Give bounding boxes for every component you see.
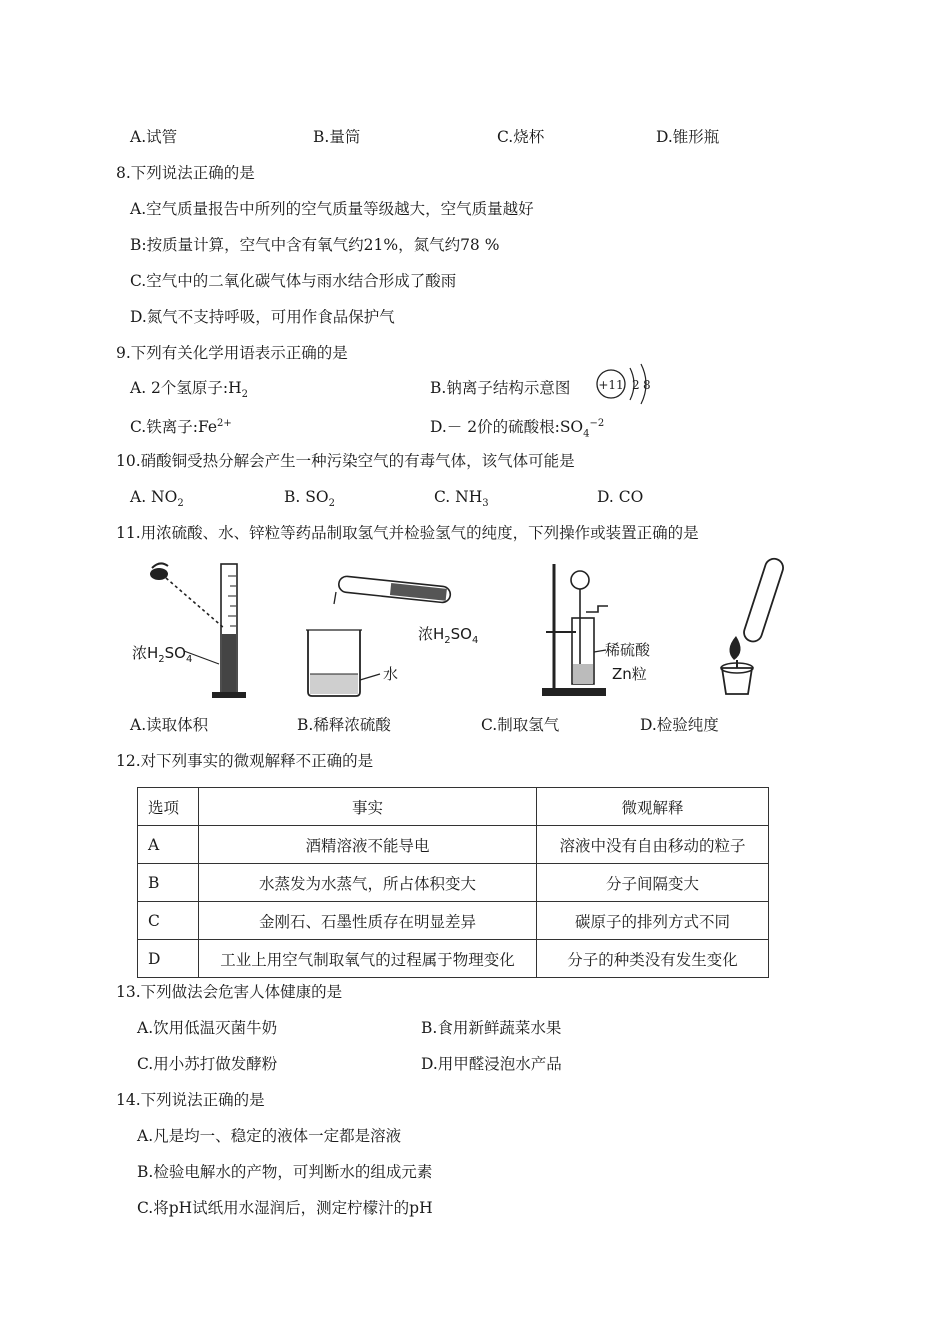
table-cell: 水蒸发为水蒸气，所占体积变大 xyxy=(199,864,537,902)
q9-option-c xyxy=(130,414,232,437)
q9-a-text: A. 2个氢原子:H xyxy=(130,379,242,397)
q12-table xyxy=(137,787,769,978)
fig-a-sub2: 2 xyxy=(158,654,165,665)
fig-b-acid-label xyxy=(418,624,478,651)
q7-option-b: B.量筒 xyxy=(313,128,361,146)
q7-option-c: C.烧杯 xyxy=(497,128,545,146)
shell-1-count: 2 xyxy=(632,378,640,392)
fig-b-acid-text: 浓H xyxy=(418,625,445,643)
fig-a-sub4: 4 xyxy=(185,654,193,665)
table-header: 事实 xyxy=(199,788,537,826)
q8-option-d: D.氮气不支持呼吸，可用作食品保护气 xyxy=(130,308,395,326)
table-header: 微观解释 xyxy=(537,788,769,826)
fig-a-so: SO xyxy=(164,644,186,662)
q13-option-a: A.饮用低温灭菌牛奶 xyxy=(137,1019,278,1037)
table-cell: 碳原子的排列方式不同 xyxy=(537,902,769,940)
q9-option-a xyxy=(130,378,248,405)
q10-option-b xyxy=(284,487,335,514)
table-cell: B xyxy=(138,864,199,902)
table-row xyxy=(138,826,769,864)
table-cell: 工业上用空气制取氧气的过程属于物理变化 xyxy=(199,940,537,978)
q10-b-text: B. SO xyxy=(284,488,329,506)
q11-option-c: C.制取氢气 xyxy=(481,716,560,734)
fig-c-dilute-acid-label: 稀硫酸 xyxy=(605,641,651,659)
nucleus-label: +11 xyxy=(598,378,624,392)
q9-a-sub: 2 xyxy=(241,389,249,401)
q13-option-d: D.用甲醛浸泡水产品 xyxy=(421,1055,562,1073)
figure-c-hydrogen-generator xyxy=(536,558,616,700)
q10-a-sub: 2 xyxy=(177,498,184,510)
q10-option-d: D. CO xyxy=(597,488,644,506)
q10-a-text: A. NO xyxy=(130,488,178,506)
fig-b-sub2: 2 xyxy=(444,635,451,646)
q11-option-a: A.读取体积 xyxy=(130,716,209,734)
shell-2-count: 8 xyxy=(643,378,651,392)
q12-stem: 12.对下列事实的微观解释不正确的是 xyxy=(116,752,374,770)
fig-c-zinc-label: Zn粒 xyxy=(612,665,647,683)
q10-c-sub: 3 xyxy=(482,498,489,510)
q9-c-text: C.铁离子:Fe xyxy=(130,418,218,437)
fig-a-acid-text: 浓H xyxy=(132,644,159,662)
table-cell: A xyxy=(138,826,199,864)
table-cell: 溶液中没有自由移动的粒子 xyxy=(537,826,769,864)
q9-d-sup: −2 xyxy=(589,418,605,429)
fig-a-label xyxy=(132,643,192,670)
q11-option-d: D.检验纯度 xyxy=(640,716,719,734)
q14-option-a: A.凡是均一、稳定的液体一定都是溶液 xyxy=(137,1127,402,1145)
table-cell: 酒精溶液不能导电 xyxy=(199,826,537,864)
q9-b-text: B.钠离子结构示意图 xyxy=(430,379,571,397)
q9-c-sup: 2+ xyxy=(217,418,232,429)
q11-option-b: B.稀释浓硫酸 xyxy=(297,716,391,734)
q8-stem: 8.下列说法正确的是 xyxy=(116,164,255,182)
q10-b-sub: 2 xyxy=(328,498,335,510)
q10-c-text: C. NH xyxy=(434,488,483,506)
table-row xyxy=(138,902,769,940)
table-cell: 分子的种类没有发生变化 xyxy=(537,940,769,978)
table-cell: D xyxy=(138,940,199,978)
table-cell: 金刚石、石墨性质存在明显差异 xyxy=(199,902,537,940)
table-cell: 分子间隔变大 xyxy=(537,864,769,902)
q13-option-b: B.食用新鲜蔬菜水果 xyxy=(421,1019,562,1037)
q14-stem: 14.下列说法正确的是 xyxy=(116,1091,265,1109)
q11-stem: 11.用浓硫酸、水、锌粒等药品制取氢气并检验氢气的纯度，下列操作或装置正确的是 xyxy=(116,524,699,542)
fig-b-so: SO xyxy=(450,625,472,643)
eye-icon xyxy=(150,568,168,580)
q7-option-a: A.试管 xyxy=(130,128,178,146)
q8-option-b: B:按质量计算，空气中含有氧气约21%，氮气约78 % xyxy=(130,236,500,254)
q9-option-d xyxy=(430,414,604,444)
q13-option-c: C.用小苏打做发酵粉 xyxy=(137,1055,278,1073)
q14-option-b: B.检验电解水的产物，可判断水的组成元素 xyxy=(137,1163,433,1181)
fig-b-sub4: 4 xyxy=(471,635,479,646)
q7-option-d: D.锥形瓶 xyxy=(656,128,720,146)
q13-stem: 13.下列做法会危害人体健康的是 xyxy=(116,983,343,1001)
figure-d-purity-test xyxy=(712,556,802,702)
table-row xyxy=(138,940,769,978)
figure-a-graduated-cylinder xyxy=(124,556,284,706)
table-cell: C xyxy=(138,902,199,940)
q9-d-text: D.－ 2价的硫酸根:SO xyxy=(430,418,584,437)
q8-option-a: A.空气质量报告中所列的空气质量等级越大，空气质量越好 xyxy=(130,200,534,218)
table-row xyxy=(138,864,769,902)
q9-stem: 9.下列有关化学用语表示正确的是 xyxy=(116,344,348,362)
fig-b-water-label: 水 xyxy=(383,665,399,683)
q10-option-c xyxy=(434,487,489,514)
table-header-row xyxy=(138,788,769,826)
sodium-ion-diagram xyxy=(594,362,666,410)
q8-option-c: C.空气中的二氧化碳气体与雨水结合形成了酸雨 xyxy=(130,272,457,290)
q9-d-sub: 4 xyxy=(583,428,590,440)
q10-stem: 10.硝酸铜受热分解会产生一种污染空气的有毒气体，该气体可能是 xyxy=(116,452,575,470)
q9-option-b xyxy=(430,378,570,398)
table-header: 选项 xyxy=(138,788,199,826)
q14-option-c: C.将pH试纸用水湿润后，测定柠檬汁的pH xyxy=(137,1199,433,1217)
q10-option-a xyxy=(130,487,184,514)
